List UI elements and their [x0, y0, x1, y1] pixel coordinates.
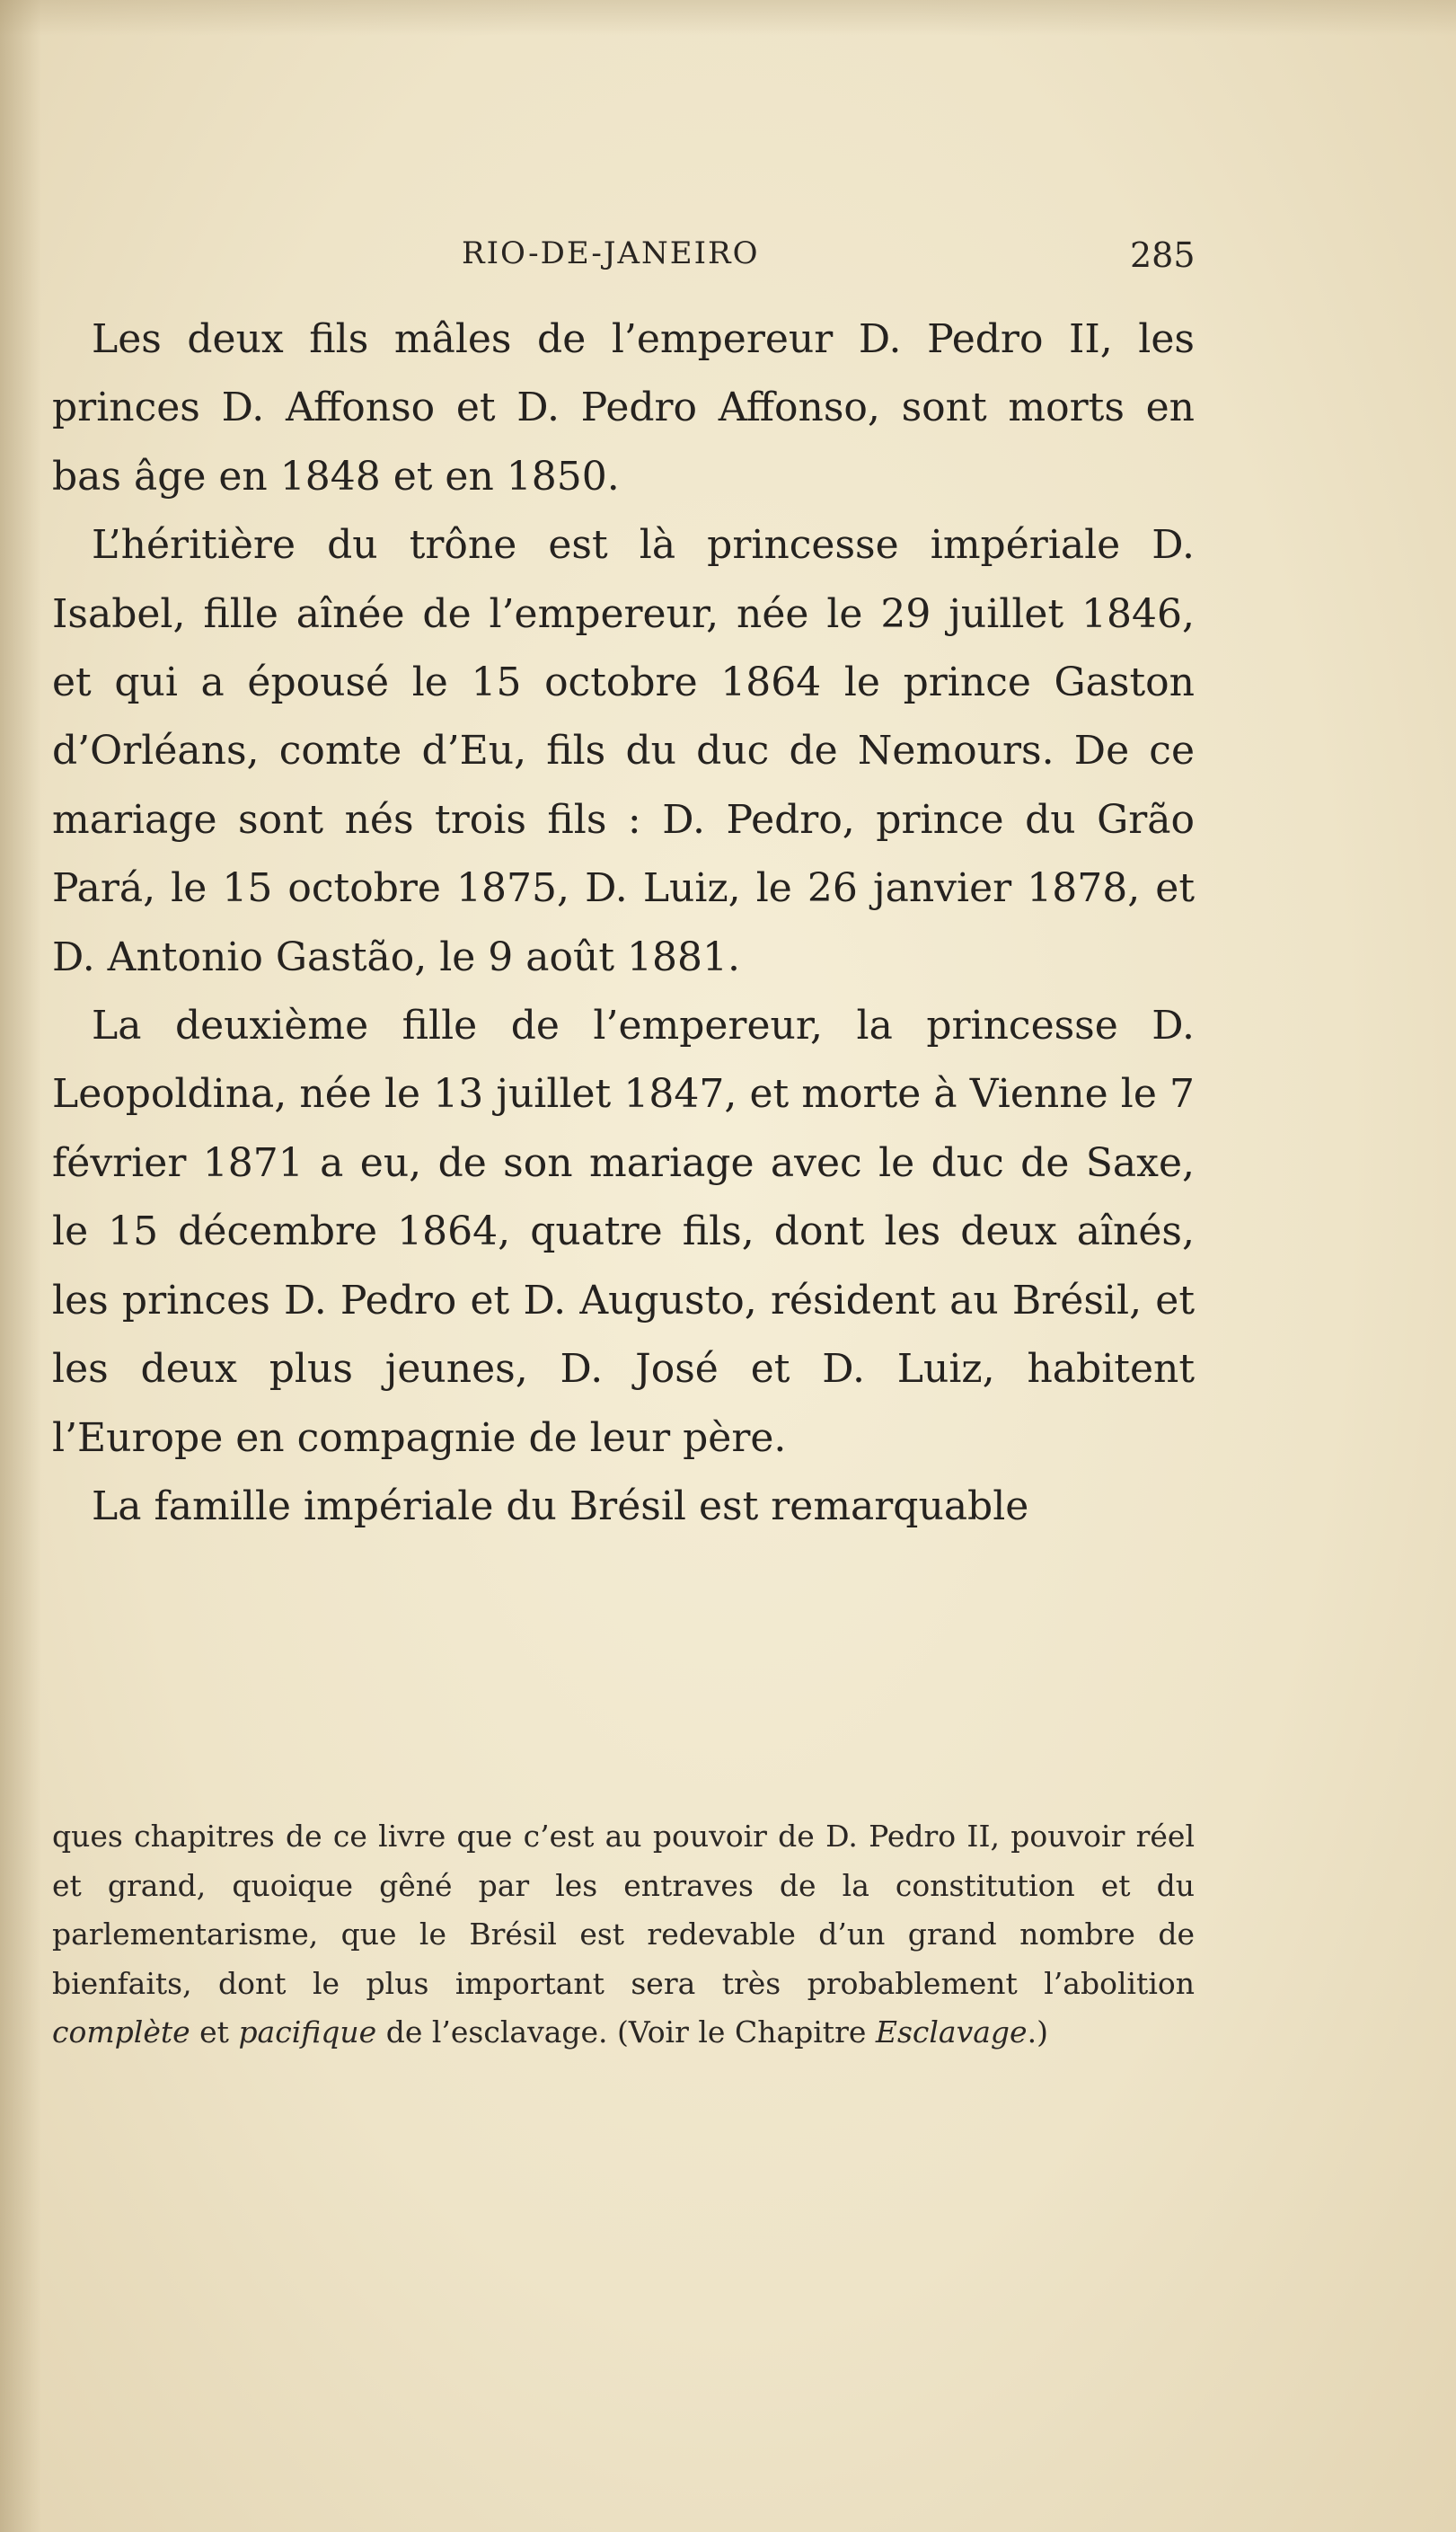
- page-number: 285: [1130, 235, 1196, 275]
- paragraph-second-daughter: La deuxième fille de l’empereur, la princesse D. Leopoldina, née le 13 juillet 1847, et morte à Vienne le 7 février 1871 a eu, de son mariage avec le duc de Saxe, le 15 décembre 1864, quatre fils, dont les deux aînés, les princes D. Pedro et D. Augusto, résident au Brésil, et les deux plus jeunes, D. José et D. Luiz, habitent l’Europe en compagnie de leur père.: [52, 1003, 1195, 1461]
- footnote-italic-complete: complète: [52, 2014, 190, 2050]
- footnote-text-and: et: [199, 2014, 229, 2050]
- footnote-paragraph: [52, 1812, 1195, 2058]
- footnote-text-start: ques chapitres de ce livre que c’est au pouvoir de D. Pedro II, pouvoir réel et grand, quoique gêné par les entraves de la constitution et du parlementarisme, que le Brésil est redevable d’un grand nombre de bienfaits, dont le plus important sera très probablement l’abolition: [52, 1819, 1195, 2001]
- running-head-title: RIO-DE-JANEIRO: [462, 235, 760, 271]
- main-text: [52, 305, 1195, 1541]
- footnote: [52, 1812, 1195, 2058]
- footnote-italic-pacifique: pacifique: [238, 2014, 377, 2050]
- paragraph-sons: Les deux fils mâles de l’empereur D. Pedro II, les princes D. Affonso et D. Pedro Affonso, sont morts en bas âge en 1848 et en 1850.: [52, 316, 1195, 500]
- footnote-italic-esclavage: Esclavage: [875, 2014, 1028, 2050]
- footnote-text-mid: de l’esclavage. (Voir le Chapitre: [385, 2014, 867, 2050]
- paragraph-family: La famille impériale du Brésil est remarquable: [92, 1483, 1029, 1529]
- gutter-shadow: [0, 0, 41, 2532]
- running-head: [0, 235, 1456, 289]
- footnote-text-end: .): [1027, 2014, 1048, 2050]
- top-edge-shadow: [0, 0, 1456, 36]
- paragraph-heiress: L’héritière du trône est là princesse impériale D. Isabel, fille aînée de l’empereur, née le 29 juillet 1846, et qui a épousé le 15 octobre 1864 le prince Gaston d’Orléans, comte d’Eu, fils du duc de Nemours. De ce mariage sont nés trois fils : D. Pedro, prince du Grão Pará, le 15 octobre 1875, D. Luiz, le 26 janvier 1878, et D. Antonio Gastão, le 9 août 1881.: [52, 522, 1195, 980]
